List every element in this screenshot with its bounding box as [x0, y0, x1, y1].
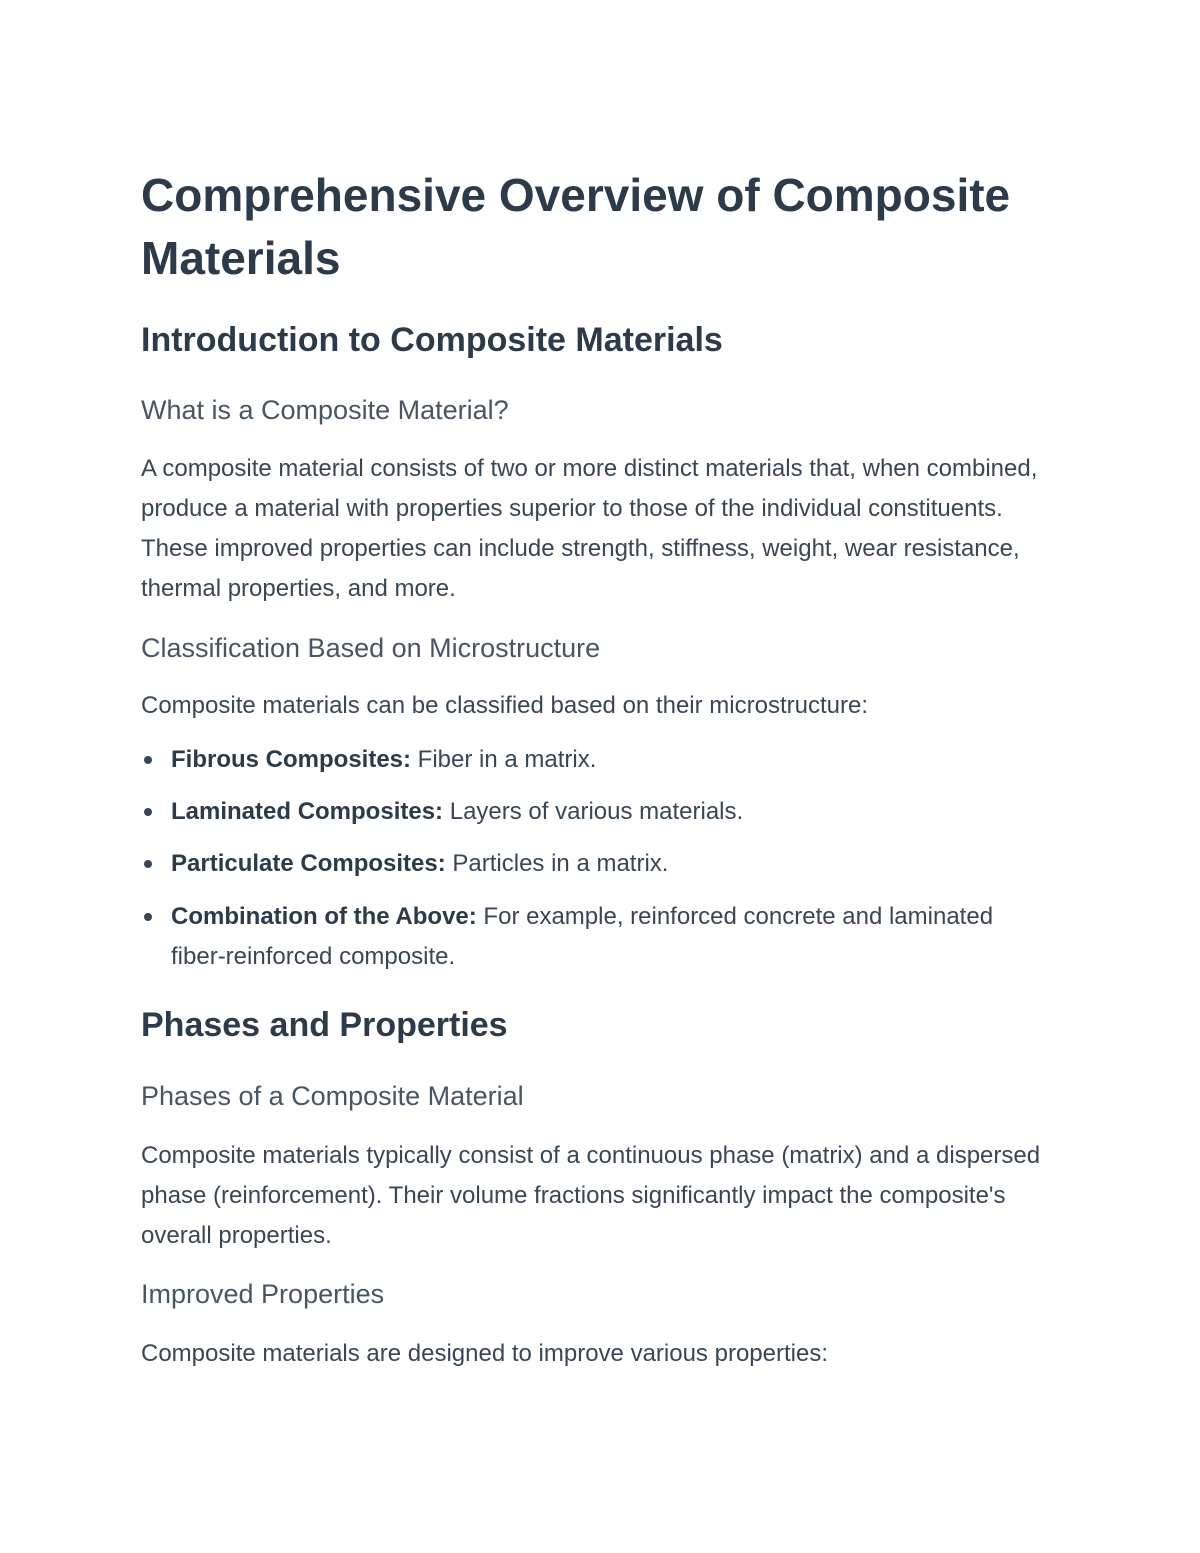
bullet-icon: [144, 808, 152, 816]
bullet-icon: [144, 860, 152, 868]
list-item: [141, 740, 1041, 780]
list-item: [141, 792, 1041, 832]
section-heading-introduction: Introduction to Composite Materials: [141, 321, 723, 359]
paragraph-definition: A composite material consists of two or more distinct materials that, when combined, produce a material with properties superior to those of the individual constituents. These improved properties can include strength, stiffness, weight, wear resistance, thermal properties, and more.: [141, 455, 1038, 602]
list-item-text: Particles in a matrix.: [445, 850, 669, 877]
paragraph-phases: Composite materials typically consist of a continuous phase (matrix) and a dispersed phase (reinforcement). Their volume fractions significantly impact the composite's overall properties.: [141, 1142, 1041, 1249]
list-item-text: For example, reinforced concrete and laminated fiber-reinforced composite.: [171, 903, 994, 970]
paragraph-improved-properties: Composite materials are designed to improve various properties:: [141, 1340, 828, 1367]
list-item-term: Laminated Composites:: [171, 798, 444, 825]
bullet-icon: [144, 913, 152, 921]
list-item: [141, 897, 1001, 977]
section-heading-phases: Phases and Properties: [141, 1006, 508, 1044]
document-title: Comprehensive Overview of Composite Materials: [141, 169, 1011, 284]
list-item-text: Fiber in a matrix.: [411, 746, 597, 773]
list-item: [141, 844, 1041, 884]
subsection-heading-classification: Classification Based on Microstructure: [141, 633, 601, 663]
subsection-heading-what-is: What is a Composite Material?: [141, 395, 509, 425]
list-item-text: Layers of various materials.: [443, 798, 744, 825]
subsection-heading-improved-properties: Improved Properties: [141, 1279, 385, 1309]
list-item-term: Fibrous Composites:: [171, 746, 412, 773]
subsection-heading-phases: Phases of a Composite Material: [141, 1081, 524, 1111]
paragraph-classification: Composite materials can be classified based on their microstructure:: [141, 692, 868, 719]
list-item-term: Combination of the Above:: [171, 903, 477, 930]
bullet-icon: [144, 756, 152, 764]
list-item-term: Particulate Composites:: [171, 850, 446, 877]
